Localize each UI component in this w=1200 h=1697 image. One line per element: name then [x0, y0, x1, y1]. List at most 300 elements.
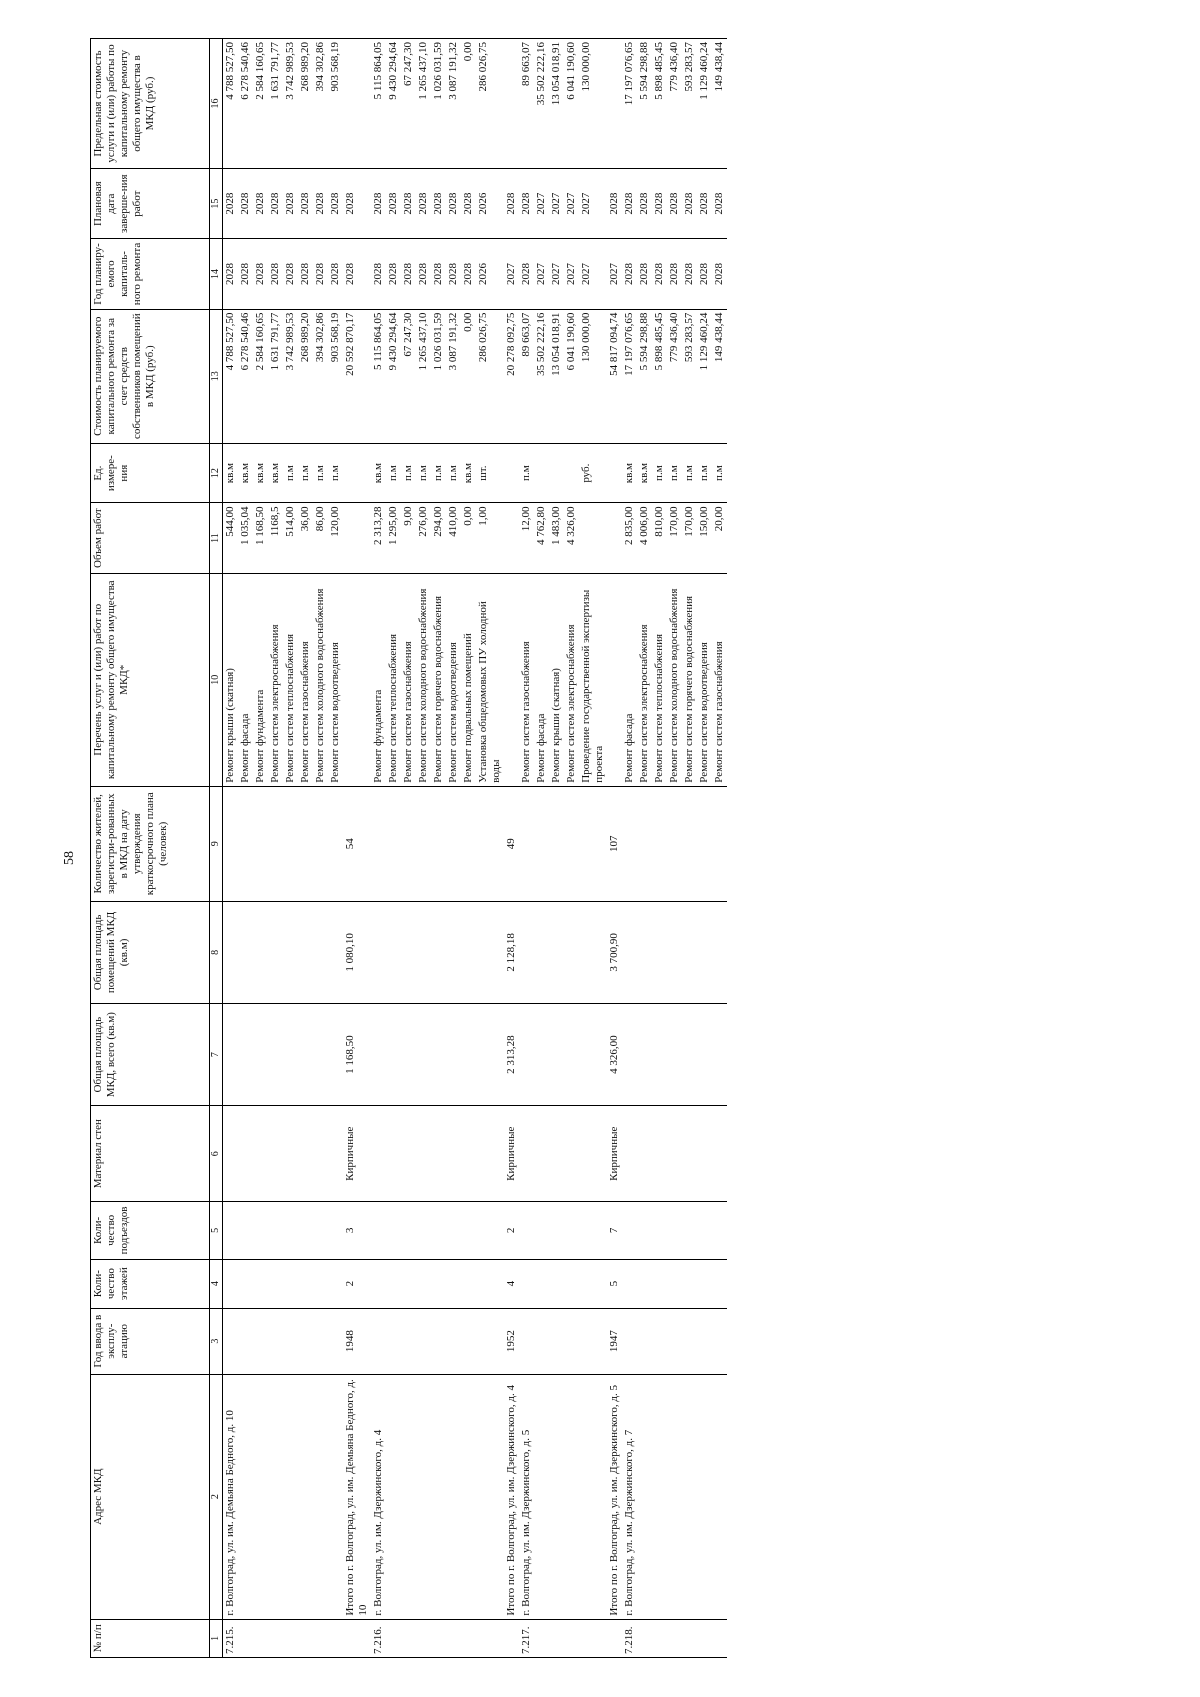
empty-cell	[416, 1259, 431, 1308]
empty-cell	[223, 1202, 239, 1260]
limit-cost: 779 436,40	[667, 39, 682, 169]
unit-cell: п.м	[416, 443, 431, 503]
limit-cost: 5 594 298,88	[637, 39, 652, 169]
repair-year: 2028	[667, 239, 682, 309]
repair-cost: 286 026,75	[476, 309, 504, 443]
empty-cell	[268, 1202, 283, 1260]
completion-year: 2028	[343, 169, 371, 239]
empty-cell	[253, 1004, 268, 1106]
item-number	[637, 1619, 652, 1657]
empty-cell	[564, 1202, 579, 1260]
limit-cost: 4 788 527,50	[223, 39, 239, 169]
item-number	[534, 1619, 549, 1657]
repair-cost: 149 438,44	[712, 309, 727, 443]
empty-cell	[519, 1106, 534, 1202]
work-description: Ремонт систем газоснабжения	[712, 573, 727, 786]
total-area: 1 168,50	[343, 1004, 371, 1106]
empty-cell	[607, 39, 622, 169]
empty-cell	[343, 573, 371, 786]
work-volume	[579, 503, 607, 573]
repair-cost: 3 742 989,53	[283, 309, 298, 443]
subtotal-row	[343, 39, 371, 1658]
empty-cell	[652, 786, 667, 901]
completion-year: 2028	[386, 169, 401, 239]
completion-year: 2028	[283, 169, 298, 239]
work-volume: 1 483,00	[549, 503, 564, 573]
unit-cell: п.м	[431, 443, 446, 503]
repair-year: 2028	[283, 239, 298, 309]
empty-cell	[652, 1004, 667, 1106]
item-number	[652, 1619, 667, 1657]
limit-cost: 3 742 989,53	[283, 39, 298, 169]
item-number	[328, 1619, 343, 1657]
empty-cell	[253, 901, 268, 1003]
repair-cost: 394 302,86	[313, 309, 328, 443]
repair-cost: 268 989,20	[298, 309, 313, 443]
repair-year: 2027	[564, 239, 579, 309]
unit-cell: кв.м	[637, 443, 652, 503]
empty-cell	[238, 1259, 253, 1308]
work-description: Ремонт систем водоотведения	[328, 573, 343, 786]
empty-cell	[682, 1106, 697, 1202]
column-header-13: Стоимость планируемого капитального ремонта за счет средств собственников помещений в МКД (руб.)	[91, 309, 210, 443]
empty-cell	[386, 1004, 401, 1106]
address-cell	[386, 1374, 401, 1619]
unit-cell: руб.	[579, 443, 607, 503]
empty-cell	[476, 1308, 504, 1374]
empty-cell	[637, 1202, 652, 1260]
column-number-12: 12	[210, 443, 223, 503]
empty-cell	[534, 786, 549, 901]
empty-cell	[298, 1202, 313, 1260]
address-cell: г. Волгоград, ул. им. Демьяна Бедного, д. 10	[223, 1374, 239, 1619]
item-number	[549, 1619, 564, 1657]
limit-cost: 268 989,20	[298, 39, 313, 169]
rooms-area: 2 128,18	[504, 901, 519, 1003]
work-description: Ремонт систем горячего водоснабжения	[431, 573, 446, 786]
item-number	[386, 1619, 401, 1657]
item-number	[431, 1619, 446, 1657]
address-cell	[682, 1374, 697, 1619]
repair-year: 2028	[431, 239, 446, 309]
empty-cell	[534, 1106, 549, 1202]
column-header-6: Материал стен	[91, 1106, 210, 1202]
limit-cost: 35 502 222,16	[534, 39, 549, 169]
empty-cell	[431, 1308, 446, 1374]
work-description: Ремонт фундамента	[371, 573, 386, 786]
empty-cell	[652, 1202, 667, 1260]
completion-year: 2028	[416, 169, 431, 239]
empty-cell	[579, 1106, 607, 1202]
work-volume: 2 835,00	[622, 503, 637, 573]
empty-cell	[461, 1308, 476, 1374]
empty-cell	[223, 1004, 239, 1106]
work-volume: 0,00	[461, 503, 476, 573]
empty-cell	[504, 39, 519, 169]
empty-cell	[637, 901, 652, 1003]
empty-cell	[268, 901, 283, 1003]
empty-cell	[637, 1106, 652, 1202]
unit-cell: кв.м	[461, 443, 476, 503]
entrances-count: 7	[607, 1202, 622, 1260]
empty-cell	[549, 1106, 564, 1202]
column-header-3: Год ввода в эксплу-атацию	[91, 1308, 210, 1374]
completion-year: 2028	[712, 169, 727, 239]
completion-year: 2028	[401, 169, 416, 239]
work-description: Ремонт систем горячего водоснабжения	[682, 573, 697, 786]
work-volume: 2 313,28	[371, 503, 386, 573]
limit-cost: 17 197 076,65	[622, 39, 637, 169]
repair-year: 2028	[652, 239, 667, 309]
item-number	[253, 1619, 268, 1657]
address-cell	[549, 1374, 564, 1619]
repair-year: 2028	[386, 239, 401, 309]
work-volume: 4 326,00	[564, 503, 579, 573]
repair-cost: 1 129 460,24	[697, 309, 712, 443]
empty-cell	[519, 1004, 534, 1106]
subtotal-label: Итого по г. Волгоград, ул. им. Дзержинского, д. 5	[607, 1374, 622, 1619]
repair-cost: 67 247,30	[401, 309, 416, 443]
repair-cost: 2 584 160,65	[253, 309, 268, 443]
empty-cell	[697, 1202, 712, 1260]
unit-cell: п.м	[386, 443, 401, 503]
work-row	[223, 39, 239, 1658]
entrances-count: 3	[343, 1202, 371, 1260]
unit-cell: кв.м	[268, 443, 283, 503]
empty-cell	[697, 786, 712, 901]
empty-cell	[519, 786, 534, 901]
repair-cost: 35 502 222,16	[534, 309, 549, 443]
work-row	[328, 39, 343, 1658]
unit-cell: п.м	[446, 443, 461, 503]
work-volume: 514,00	[283, 503, 298, 573]
repair-cost: 4 788 527,50	[223, 309, 239, 443]
empty-cell	[667, 1004, 682, 1106]
empty-cell	[283, 1106, 298, 1202]
unit-cell: кв.м	[223, 443, 239, 503]
work-description: Ремонт систем электроснабжения	[564, 573, 579, 786]
empty-cell	[371, 1259, 386, 1308]
empty-cell	[637, 786, 652, 901]
year-built: 1952	[504, 1308, 519, 1374]
empty-cell	[313, 1259, 328, 1308]
capital-repair-table	[90, 38, 727, 1658]
empty-cell	[386, 901, 401, 1003]
work-description: Ремонт систем газоснабжения	[519, 573, 534, 786]
empty-cell	[519, 901, 534, 1003]
empty-cell	[446, 786, 461, 901]
empty-cell	[371, 1202, 386, 1260]
empty-cell	[564, 901, 579, 1003]
unit-cell: кв.м	[238, 443, 253, 503]
address-cell	[534, 1374, 549, 1619]
empty-cell	[253, 1259, 268, 1308]
empty-cell	[519, 1202, 534, 1260]
work-row	[446, 39, 461, 1658]
empty-cell	[682, 1202, 697, 1260]
item-number	[667, 1619, 682, 1657]
repair-year: 2028	[343, 239, 371, 309]
empty-cell	[268, 1308, 283, 1374]
work-description: Ремонт систем холодного водоснабжения	[667, 573, 682, 786]
column-header-4: Коли-чество этажей	[91, 1259, 210, 1308]
empty-cell	[476, 786, 504, 901]
empty-cell	[283, 1004, 298, 1106]
work-volume: 170,00	[667, 503, 682, 573]
empty-cell	[697, 1308, 712, 1374]
empty-cell	[431, 1004, 446, 1106]
item-number	[564, 1619, 579, 1657]
empty-cell	[549, 786, 564, 901]
empty-cell	[534, 1202, 549, 1260]
address-cell	[697, 1374, 712, 1619]
repair-cost: 779 436,40	[667, 309, 682, 443]
column-header-11: Объем работ	[91, 503, 210, 573]
column-header-2: Адрес МКД	[91, 1374, 210, 1619]
empty-cell	[504, 1619, 519, 1657]
empty-cell	[343, 39, 371, 169]
completion-year: 2028	[504, 169, 519, 239]
empty-cell	[712, 901, 727, 1003]
item-number	[283, 1619, 298, 1657]
empty-cell	[283, 901, 298, 1003]
completion-year: 2028	[431, 169, 446, 239]
completion-year: 2028	[637, 169, 652, 239]
work-row	[416, 39, 431, 1658]
residents-count: 49	[504, 786, 519, 901]
empty-cell	[416, 1004, 431, 1106]
year-built: 1948	[343, 1308, 371, 1374]
residents-count: 54	[343, 786, 371, 901]
repair-year: 2027	[504, 239, 519, 309]
empty-cell	[697, 901, 712, 1003]
floors-count: 5	[607, 1259, 622, 1308]
address-cell	[313, 1374, 328, 1619]
empty-cell	[386, 786, 401, 901]
empty-cell	[579, 901, 607, 1003]
completion-year: 2027	[534, 169, 549, 239]
work-volume: 810,00	[652, 503, 667, 573]
empty-cell	[564, 1004, 579, 1106]
limit-cost: 3 087 191,32	[446, 39, 461, 169]
completion-year: 2026	[476, 169, 504, 239]
subtotal-row	[607, 39, 622, 1658]
empty-cell	[371, 1106, 386, 1202]
item-number	[401, 1619, 416, 1657]
empty-cell	[461, 901, 476, 1003]
empty-cell	[401, 1202, 416, 1260]
empty-cell	[223, 1106, 239, 1202]
limit-cost: 13 054 018,91	[549, 39, 564, 169]
empty-cell	[401, 1004, 416, 1106]
empty-cell	[607, 443, 622, 503]
year-built: 1947	[607, 1308, 622, 1374]
completion-year: 2028	[667, 169, 682, 239]
column-header-8: Общая площадь помещений МКД (кв.м)	[91, 901, 210, 1003]
completion-year: 2028	[371, 169, 386, 239]
empty-cell	[622, 1308, 637, 1374]
repair-cost: 17 197 076,65	[622, 309, 637, 443]
empty-cell	[712, 1106, 727, 1202]
empty-cell	[328, 786, 343, 901]
repair-year: 2026	[476, 239, 504, 309]
empty-cell	[386, 1202, 401, 1260]
address-cell: г. Волгоград, ул. им. Дзержинского, д. 4	[371, 1374, 386, 1619]
empty-cell	[712, 1202, 727, 1260]
repair-cost: 903 568,19	[328, 309, 343, 443]
empty-cell	[431, 786, 446, 901]
work-row	[461, 39, 476, 1658]
repair-year: 2028	[268, 239, 283, 309]
work-volume: 294,00	[431, 503, 446, 573]
limit-cost: 903 568,19	[328, 39, 343, 169]
empty-cell	[298, 786, 313, 901]
repair-year: 2028	[238, 239, 253, 309]
column-header-16: Предельная стоимость услуги и (или) работы по капитальному ремонту общего имущества в МКД (руб.)	[91, 39, 210, 169]
unit-cell: п.м	[328, 443, 343, 503]
empty-cell	[431, 1202, 446, 1260]
work-row	[652, 39, 667, 1658]
empty-cell	[446, 1004, 461, 1106]
empty-cell	[298, 1308, 313, 1374]
column-header-12: Ед. измере-ния	[91, 443, 210, 503]
work-description: Проведение государственной экспертизы проекта	[579, 573, 607, 786]
empty-cell	[549, 1202, 564, 1260]
work-description: Ремонт систем теплоснабжения	[386, 573, 401, 786]
empty-cell	[549, 1308, 564, 1374]
empty-cell	[667, 901, 682, 1003]
empty-cell	[431, 1259, 446, 1308]
repair-year: 2028	[401, 239, 416, 309]
empty-cell	[712, 786, 727, 901]
limit-cost: 593 283,57	[682, 39, 697, 169]
limit-cost: 1 026 031,59	[431, 39, 446, 169]
empty-cell	[253, 1202, 268, 1260]
repair-year: 2027	[534, 239, 549, 309]
work-row	[238, 39, 253, 1658]
completion-year: 2028	[223, 169, 239, 239]
column-header-14: Год планиру-емого капиталь-ного ремонта	[91, 239, 210, 309]
empty-cell	[401, 786, 416, 901]
empty-cell	[667, 1106, 682, 1202]
empty-cell	[328, 1259, 343, 1308]
repair-year: 2028	[461, 239, 476, 309]
work-volume: 4 762,80	[534, 503, 549, 573]
empty-cell	[223, 1308, 239, 1374]
work-volume: 170,00	[682, 503, 697, 573]
empty-cell	[446, 1106, 461, 1202]
work-description: Ремонт систем электроснабжения	[637, 573, 652, 786]
completion-year: 2028	[268, 169, 283, 239]
unit-cell: шт.	[476, 443, 504, 503]
column-header-15: Плановая дата заверше-ния работ	[91, 169, 210, 239]
empty-cell	[446, 1308, 461, 1374]
limit-cost: 5 898 485,45	[652, 39, 667, 169]
empty-cell	[223, 901, 239, 1003]
wall-material: Кирпичные	[504, 1106, 519, 1202]
empty-cell	[238, 786, 253, 901]
empty-cell	[564, 1259, 579, 1308]
rooms-area: 1 080,10	[343, 901, 371, 1003]
rooms-area: 3 700,90	[607, 901, 622, 1003]
item-number	[579, 1619, 607, 1657]
subtotal-label: Итого по г. Волгоград, ул. им. Демьяна Бедного, д. 10	[343, 1374, 371, 1619]
work-volume: 36,00	[298, 503, 313, 573]
empty-cell	[401, 1106, 416, 1202]
unit-cell	[549, 443, 564, 503]
empty-cell	[313, 1106, 328, 1202]
item-number: 7.216.	[371, 1619, 386, 1657]
entrances-count: 2	[504, 1202, 519, 1260]
empty-cell	[238, 901, 253, 1003]
limit-cost: 6 041 190,60	[564, 39, 579, 169]
item-number	[416, 1619, 431, 1657]
column-number-14: 14	[210, 239, 223, 309]
residents-count: 107	[607, 786, 622, 901]
work-row	[253, 39, 268, 1658]
address-cell	[328, 1374, 343, 1619]
repair-year: 2027	[579, 239, 607, 309]
empty-cell	[328, 1308, 343, 1374]
column-number-4: 4	[210, 1259, 223, 1308]
work-description: Ремонт систем электроснабжения	[268, 573, 283, 786]
empty-cell	[504, 503, 519, 573]
item-number: 7.218.	[622, 1619, 637, 1657]
repair-year: 2028	[622, 239, 637, 309]
empty-cell	[607, 1619, 622, 1657]
completion-year: 2027	[564, 169, 579, 239]
empty-cell	[712, 1308, 727, 1374]
column-header-10: Перечень услуг и (или) работ по капитальному ремонту общего имущества МКД*	[91, 573, 210, 786]
work-description: Ремонт крыши (скатная)	[549, 573, 564, 786]
limit-cost: 6 278 540,46	[238, 39, 253, 169]
work-volume: 544,00	[223, 503, 239, 573]
work-row	[386, 39, 401, 1658]
empty-cell	[343, 443, 371, 503]
work-row	[697, 39, 712, 1658]
work-description: Ремонт фундамента	[253, 573, 268, 786]
empty-cell	[238, 1308, 253, 1374]
wall-material: Кирпичные	[343, 1106, 371, 1202]
empty-cell	[461, 786, 476, 901]
completion-year: 2028	[446, 169, 461, 239]
column-number-1: 1	[210, 1619, 223, 1657]
repair-cost: 1 265 437,10	[416, 309, 431, 443]
limit-cost: 1 265 437,10	[416, 39, 431, 169]
work-description: Ремонт систем теплоснабжения	[283, 573, 298, 786]
work-row	[401, 39, 416, 1658]
column-number-11: 11	[210, 503, 223, 573]
empty-cell	[343, 1619, 371, 1657]
empty-cell	[313, 1308, 328, 1374]
item-number	[238, 1619, 253, 1657]
unit-cell: п.м	[682, 443, 697, 503]
work-description: Ремонт систем газоснабжения	[298, 573, 313, 786]
item-number: 7.217.	[519, 1619, 534, 1657]
empty-cell	[416, 1202, 431, 1260]
repair-cost: 9 430 294,64	[386, 309, 401, 443]
work-description: Ремонт фасада	[238, 573, 253, 786]
subtotal-label: Итого по г. Волгоград, ул. им. Дзержинского, д. 4	[504, 1374, 519, 1619]
empty-cell	[416, 1308, 431, 1374]
address-cell	[652, 1374, 667, 1619]
completion-year: 2028	[682, 169, 697, 239]
empty-cell	[283, 1308, 298, 1374]
empty-cell	[622, 1106, 637, 1202]
unit-cell	[564, 443, 579, 503]
work-row	[579, 39, 607, 1658]
limit-cost: 0,00	[461, 39, 476, 169]
